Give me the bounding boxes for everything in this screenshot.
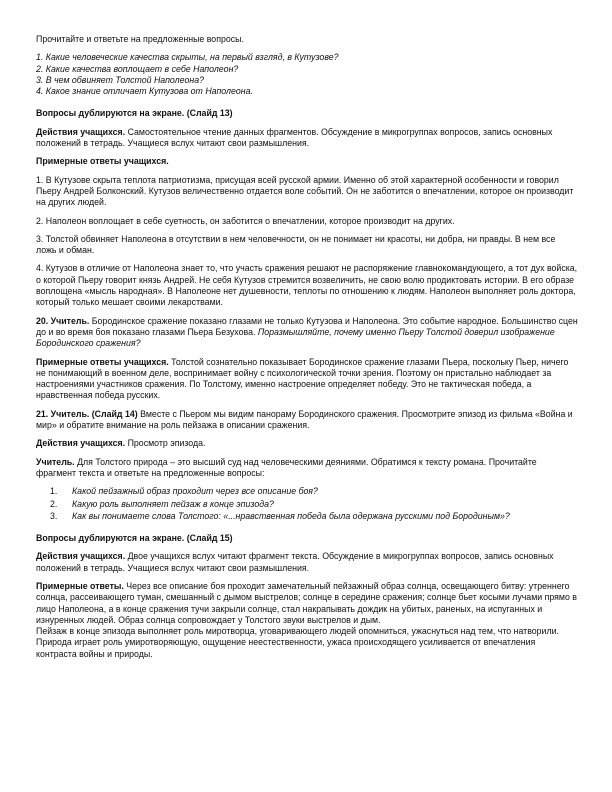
answer-20-label: Примерные ответы учащихся. [36, 356, 169, 367]
question-list [36, 52, 578, 97]
teacher-nature-label: Учитель. [36, 456, 75, 467]
question-item: 1. Какие человеческие качества скрыты, на первый взгляд, в Кутузове? [36, 52, 339, 63]
answer-1: 1. В Кутузове скрыта теплота патриотизма, присущая всей русской армии. Именно об этой характерной особенности и говорил Пьеру Андрей Болконский. Кутузов величественно отдается воле событий. Он не заботится о впечатлении, которое он производит на других людей. [36, 174, 574, 208]
teacher-nature [36, 457, 578, 480]
teacher-20 [36, 316, 578, 350]
question-item: 3. В чем обвиняет Толстой Наполеона? [36, 74, 204, 85]
student-actions-text: Двое учащихся вслух читают фрагмент текста. Обсуждение в микрогруппах вопросов, запись основных положений в тетрадь. Учащиеся вслух читают свои размышления. [36, 551, 554, 573]
slide-15-heading: Вопросы дублируются на экране. (Слайд 15) [36, 533, 233, 544]
answer-20 [36, 357, 578, 402]
list-item [36, 486, 578, 497]
answer-20-text: Толстой сознательно показывает Бородинское сражение глазами Пьера, поскольку Пьер, ничего не понимающий в военном деле, воспринимает войну с психологической точки зрения. Поэтому он пристально наблюдает за настроениями участников сражения. По Толстому, именно настроение определяет победу. Это не тактическая победа, а нравственная победа русских. [36, 356, 569, 401]
list-item-number: 2. [50, 498, 58, 509]
list-item-number: 1. [50, 486, 58, 497]
student-actions-2 [36, 438, 578, 449]
intro-text: Прочитайте и ответьте на предложенные вопросы. [36, 34, 244, 44]
answer-2: 2. Наполеон воплощает в себе суетность, он заботится о впечатлении, которое производит на других. [36, 215, 455, 226]
student-actions-label: Действия учащихся. [36, 126, 126, 137]
answer-final-text: Через все описание боя проходит замечательный пейзажный образ солнца, освещающего битву: утреннего солнца, рассеивающего туман, смешанный с дымом выстрелов; солнце в середине сражения; солнце бьет косыми лучами прямо в лицо Наполеона, а в конце сражения тучи закрыли солнце, стал накрапывать дождик на убитых, раненых, на испуганных и изнуренных людей. Образ солнца сопровождает у Толстого звуки выстрелов и дым. [36, 580, 577, 625]
slide-13-heading: Вопросы дублируются на экране. (Слайд 13) [36, 108, 233, 119]
student-actions-label: Действия учащихся. [36, 438, 126, 449]
list-item [36, 511, 578, 522]
student-actions-3 [36, 551, 578, 574]
student-actions-text: Самостоятельное чтение данных фрагментов. Обсуждение в микрогруппах вопросов, запись основных положений в тетрадь. Учащиеся вслух читают свои размышления. [36, 126, 553, 149]
answer-final-label: Примерные ответы. [36, 580, 124, 591]
teacher-21-text: Вместе с Пьером мы видим панораму Бородинского сражения. Просмотрите эпизод из фильма «Война и мир» и обратите внимание на роль пейзажа в описании сражения. [36, 408, 573, 431]
answer-3: 3. Толстой обвиняет Наполеона в отсутствии в нем человечности, он не понимает ни красоты, ни добра, ни правды. В нем все ложь и обман. [36, 233, 556, 256]
teacher-21 [36, 409, 578, 432]
question-item: 2. Какие качества воплощает в себе Наполеон? [36, 63, 239, 74]
teacher-nature-text: Для Толстого природа – это высший суд над человеческими деяниями. Обратимся к тексту романа. Прочитайте фрагмент текста и ответьте на предложенные вопросы: [36, 456, 537, 478]
teacher-20-label: 20. Учитель. [36, 315, 90, 326]
list-item-text: Как вы понимаете слова Толстого: «...нравственная победа была одержана русскими под Бородиным»? [72, 510, 510, 521]
teacher-21-label: 21. Учитель. (Слайд 14) [36, 408, 138, 419]
list-item [36, 499, 578, 510]
nature-question-list [36, 486, 578, 522]
teacher-20-text: Бородинское сражение показано глазами не только Кутузова и Наполеона. Это событие народное. Большинство сцен до и во время боя показано глазами Пьера Безухова. [36, 315, 578, 337]
student-actions-label: Действия учащихся. [36, 551, 126, 562]
sample-answers-heading: Примерные ответы учащихся. [36, 156, 169, 167]
question-item: 4. Какое знание отличает Кутузова от Наполеона. [36, 86, 253, 97]
list-item-text: Какую роль выполняет пейзаж в конце эпизода? [72, 498, 274, 509]
answer-final [36, 581, 578, 626]
answer-4: 4. Кутузов в отличие от Наполеона знает то, что участь сражения решают не распоряжение главнокомандующего, а тот дух войска, о которой Пьеру говорит князь Андрей. Не себя Кутузов стремится возвеличить, не свою волю продиктовать истории. В его образе воплощена «мысль народная». В Наполеоне нет душевности, теплоты по отношению к людям. Наполеон выполняет роль доктора, который только мешает своими лекарствами. [36, 263, 578, 308]
student-actions-text: Просмотр эпизода. [125, 438, 206, 449]
answer-final-continued: Пейзаж в конце эпизода выполняет роль миротворца, уговаривающего людей опомниться, ужаснуться над тем, что натворили. Природа играет роль умиротворяющую, ощущение неестественности, ужаса происходящего усиливается от впечатления контраста войны и природы. [36, 626, 559, 659]
list-item-text: Какой пейзажный образ проходит через все описание боя? [72, 486, 318, 497]
list-item-number: 3. [50, 510, 58, 521]
teacher-20-question: Поразмышляйте, почему именно Пьеру Толстой доверил изображение Бородинского сражения? [36, 326, 555, 349]
student-actions-1 [36, 127, 578, 150]
